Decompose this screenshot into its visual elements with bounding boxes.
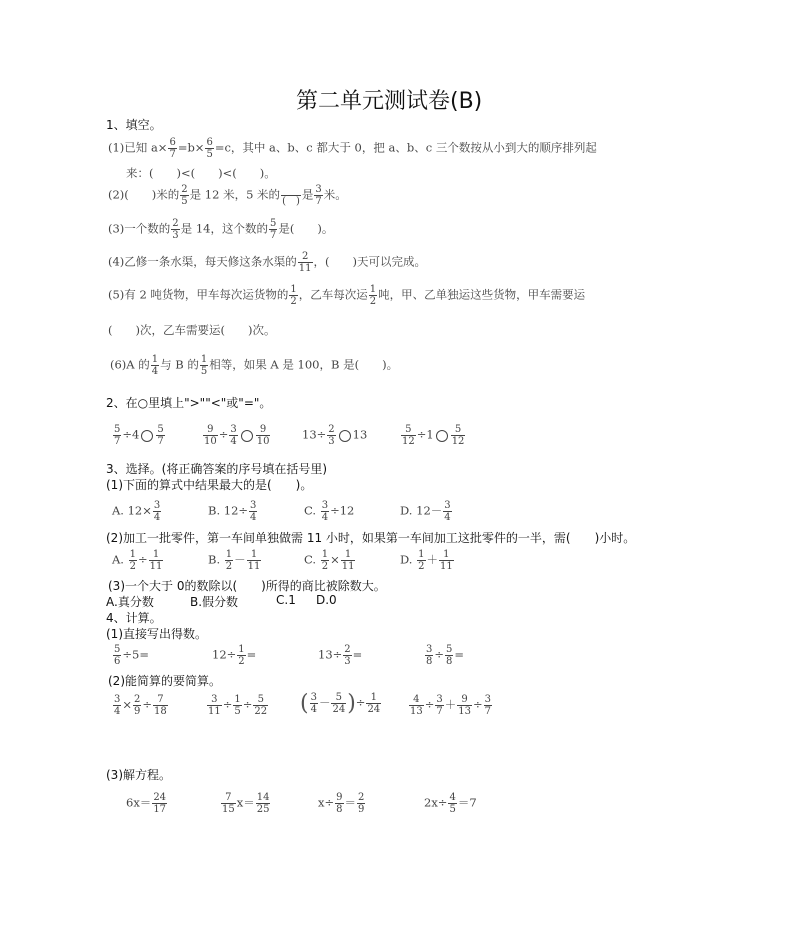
q3-1-option-b: B. 12÷ $\frac{3}{4}$ (208, 500, 257, 523)
q1-1-line2: 来：( )<( )<( )。 (126, 166, 276, 180)
q3-2-option-c: C. $\frac{1}{2}$ × $\frac{1}{11}$ (304, 549, 355, 572)
section-2-heading: 2、在○里填上">""<"或"="。 (106, 396, 272, 410)
q3-3-option-a: A.真分数 (106, 595, 154, 609)
answer-circle (241, 430, 253, 442)
q3-1-option-a: A. 12× $\frac{3}{4}$ (112, 500, 161, 523)
calc-item-3: 13÷ $\frac{2}{3}$ = (318, 644, 363, 667)
part-4-2: (2)能简算的要简算。 (108, 674, 221, 688)
answer-circle (141, 430, 153, 442)
answer-circle (339, 430, 351, 442)
simplify-item-1: $\frac{3}{4}$ × $\frac{2}{9}$ ÷ $\frac{7}{18}$ (114, 694, 167, 717)
part-4-1: (1)直接写出得数。 (106, 627, 207, 641)
q3-2: (2)加工一批零件，第一车间单独做需 11 小时，如果第一车间加工这批零件的一半，需( )小时。 (106, 531, 636, 545)
section-3-heading: 3、选择。(将正确答案的序号填在括号里) (106, 462, 327, 476)
q1-3: (3)一个数的 $\frac{2}{3}$ 是 14，这个数的 $\frac{5}{7}$ 是( )。 (108, 218, 334, 241)
simplify-item-2: $\frac{3}{11}$ ÷ $\frac{1}{5}$ ÷ $\frac{5}{22}$ (208, 694, 268, 717)
q1-5-line2: ( )次，乙车需要运( )次。 (108, 323, 276, 337)
q1-2: (2)( )米的 $\frac{2}{5}$ 是 12 米，5 米的 ( ) 是 $\frac{3}{7}$ 米。 (108, 184, 347, 207)
page-title: 第二单元测试卷(B) (296, 89, 483, 114)
q3-3-option-d: D.0 (316, 593, 337, 607)
section-4-heading: 4、计算。 (106, 611, 162, 625)
answer-circle (436, 430, 448, 442)
q3-3-option-c: C.1 (276, 593, 296, 607)
simplify-item-4: $\frac{4}{13}$ ÷ $\frac{3}{7}$ ＋ $\frac{9}{13}$ ÷ $\frac{3}{7}$ (410, 694, 491, 717)
q1-1: (1)已知 a× $\frac{6}{7}$ =b× $\frac{6}{5}$ =c，其中 a、b、c 都大于 0，把 a、b、c 三个数按从小到大的顺序排列起 (108, 137, 597, 160)
compare-item-1: $\frac{5}{7}$ ÷4 $\frac{5}{7}$ (114, 424, 164, 447)
blank-fraction: ( ) (281, 184, 301, 207)
equation-item-4: 2x÷ $\frac{4}{5}$ ＝7 (424, 792, 477, 815)
calc-item-1: $\frac{5}{6}$ ÷5= (114, 644, 149, 667)
compare-item-3: 13÷ $\frac{2}{3}$ 13 (302, 424, 368, 447)
section-1-heading: 1、填空。 (106, 118, 162, 132)
fraction: $\frac{6}{5}$ (206, 137, 213, 160)
compare-item-4: $\frac{5}{12}$ ÷1 $\frac{5}{12}$ (402, 424, 465, 447)
q3-2-option-b: B. $\frac{1}{2}$ － $\frac{1}{11}$ (208, 549, 261, 572)
equation-item-3: x÷ $\frac{9}{8}$ ＝ $\frac{2}{9}$ (318, 792, 365, 815)
part-4-3: (3)解方程。 (106, 768, 171, 782)
simplify-item-3: ( $\frac{3}{4}$ － $\frac{5}{24}$ )÷ $\frac{1}{24}$ (300, 691, 381, 716)
q3-3-option-b: B.假分数 (190, 595, 239, 609)
q3-1-option-c: C. $\frac{3}{4}$ ÷12 (304, 500, 355, 523)
q3-2-option-a: A. $\frac{1}{2}$ ÷ $\frac{1}{11}$ (112, 549, 163, 572)
q3-1-option-d: D. 12－ $\frac{3}{4}$ (400, 500, 451, 523)
equation-item-1: 6x＝ $\frac{24}{17}$ (126, 792, 167, 815)
q3-1: (1)下面的算式中结果最大的是( )。 (106, 478, 313, 492)
calc-item-4: $\frac{3}{8}$ ÷ $\frac{5}{8}$ = (426, 644, 465, 667)
fraction: $\frac{6}{7}$ (169, 137, 176, 160)
q3-2-option-d: D. $\frac{1}{2}$ ＋ $\frac{1}{11}$ (400, 549, 453, 572)
q1-5: (5)有 2 吨货物，甲车每次运货物的 $\frac{1}{2}$ ，乙车每次运 $\frac{1}{2}$ 吨，甲、乙单独运这些货物，甲车需要运 (108, 284, 586, 307)
equation-item-2: $\frac{7}{15}$ x＝ $\frac{14}{25}$ (222, 792, 270, 815)
compare-item-2: $\frac{9}{10}$ ÷ $\frac{3}{4}$ $\frac{9}{10}$ (204, 424, 270, 447)
calc-item-2: 12÷ $\frac{1}{2}$ = (212, 644, 257, 667)
q3-3: (3)一个大于 0的数除以( )所得的商比被除数大。 (108, 579, 386, 593)
q1-4: (4)乙修一条水渠，每天修这条水渠的 $\frac{2}{11}$ ，( )天可以完成。 (108, 251, 427, 274)
q1-6: (6)A 的 $\frac{1}{4}$ 与 B 的 $\frac{1}{5}$ 相等，如果 A 是 100，B 是( )。 (110, 354, 399, 377)
